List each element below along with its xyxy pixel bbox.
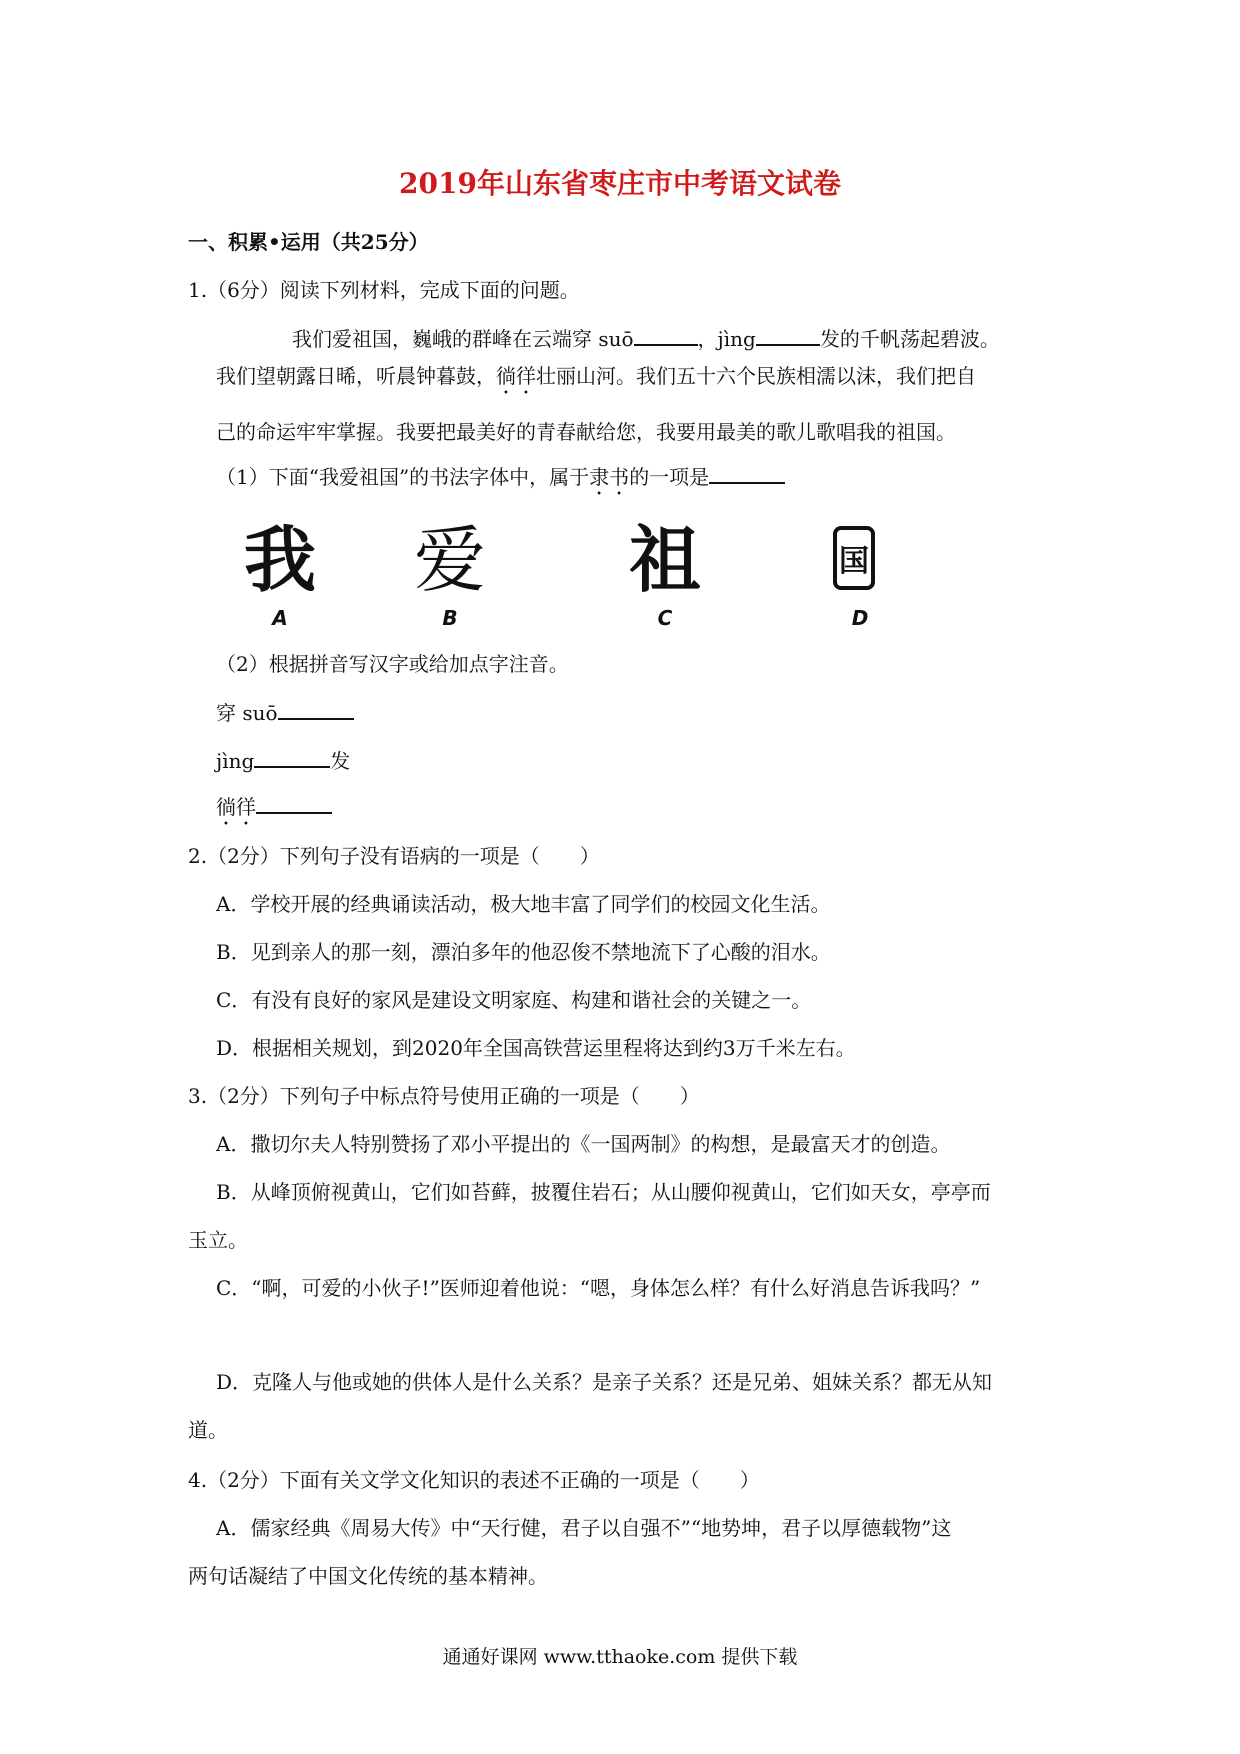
answer-blank[interactable] xyxy=(709,462,785,484)
calligraphy-char: 祖 xyxy=(628,517,701,602)
q4-option-a: A．儒家经典《周易大传》中“天行健，君子以自强不”“地势坤，君子以厚德载物”这 xyxy=(216,1516,952,1540)
option-label: A xyxy=(272,606,288,630)
q1-sub1 xyxy=(216,462,785,500)
calligraphy-options xyxy=(225,517,925,630)
sub-item-text: jìng xyxy=(216,749,255,773)
calligraphy-option-d xyxy=(805,520,915,630)
q1-sub2-item3 xyxy=(216,792,332,830)
dotted-word: 徜徉 xyxy=(496,364,536,388)
passage-text: 我们望朝露日晞，听晨钟暮鼓， xyxy=(216,364,496,388)
sub-item-text: 穿 suō xyxy=(216,701,278,725)
page-footer: 通通好课网 www.tthaoke.com 提供下载 xyxy=(442,1646,798,1668)
calligraphy-char: 爱 xyxy=(413,518,486,602)
q3-stem: 3.（2分）下列句子中标点符号使用正确的一项是（ ） xyxy=(188,1084,700,1108)
exam-title: 2019年山东省枣庄市中考语文试卷 xyxy=(399,167,841,200)
section-heading: 一、积累•运用（共25分） xyxy=(188,230,429,254)
dotted-word: 徜徉 xyxy=(216,795,256,819)
dotted-word: 隶书 xyxy=(589,465,630,489)
q3-option-c: C．“啊，可爱的小伙子!”医师迎着他说：“嗯，身体怎么样？有什么好消息告诉我吗？” xyxy=(216,1276,981,1300)
q3-option-d: D．克隆人与他或她的供体人是什么关系？是亲子关系？还是兄弟、姐妹关系？都无从知 xyxy=(216,1370,993,1394)
q1-passage-line3: 己的命运牢牢掌握。我要把最美好的青春献给您，我要用最美的歌儿歌唱我的祖国。 xyxy=(216,420,956,444)
q1-sub2-stem: （2）根据拼音写汉字或给加点字注音。 xyxy=(216,652,569,676)
answer-blank[interactable] xyxy=(756,324,820,346)
q3-option-a: A．撒切尔夫人特别赞扬了邓小平提出的《一国两制》的构想，是最富天才的创造。 xyxy=(216,1132,951,1156)
q4-option-a-cont: 两句话凝结了中国文化传统的基本精神。 xyxy=(188,1564,548,1588)
passage-text: 发的千帆荡起碧波。 xyxy=(819,327,1000,351)
answer-blank[interactable] xyxy=(634,324,698,346)
q2-option-a: A．学校开展的经典诵读活动，极大地丰富了同学们的校园文化生活。 xyxy=(216,892,831,916)
q2-option-d: D．根据相关规划，到2020年全国高铁营运里程将达到约3万千米左右。 xyxy=(216,1036,856,1060)
passage-text: 我们爱祖国，巍峨的群峰在云端穿 suō xyxy=(292,327,634,351)
answer-blank[interactable] xyxy=(278,698,354,720)
sub-question-text: （1）下面“我爱祖国”的书法字体中，属于 xyxy=(216,465,590,489)
option-label: D xyxy=(851,606,869,630)
calligraphy-char: 我 xyxy=(243,517,316,602)
sub-item-text: 发 xyxy=(330,749,351,773)
q1-passage-line1 xyxy=(292,324,1000,353)
sub-question-text: 的一项是 xyxy=(629,465,710,489)
q2-option-c: C．有没有良好的家风是建设文明家庭、构建和谐社会的关键之一。 xyxy=(216,988,812,1012)
q2-stem: 2.（2分）下列句子没有语病的一项是（ ） xyxy=(188,844,600,868)
q1-sub2-item1 xyxy=(216,698,354,727)
calligraphy-option-a xyxy=(225,517,335,630)
q4-stem: 4.（2分）下面有关文学文化知识的表述不正确的一项是（ ） xyxy=(188,1468,760,1492)
q1-stem: 1.（6分）阅读下列材料，完成下面的问题。 xyxy=(188,278,580,302)
answer-blank[interactable] xyxy=(256,792,332,814)
option-label: C xyxy=(657,606,673,630)
passage-text: 壮丽山河。我们五十六个民族相濡以沫，我们把自 xyxy=(536,364,976,388)
q1-passage-line2 xyxy=(216,362,976,399)
q3-option-b-cont: 玉立。 xyxy=(188,1228,248,1252)
option-label: B xyxy=(442,606,458,630)
q3-option-d-cont: 道。 xyxy=(188,1418,228,1442)
passage-text: ，jìng xyxy=(697,327,756,351)
q2-option-b: B．见到亲人的那一刻，漂泊多年的他忍俊不禁地流下了心酸的泪水。 xyxy=(216,940,831,964)
calligraphy-option-c xyxy=(610,517,720,630)
calligraphy-char: 国 xyxy=(833,526,875,590)
q3-option-b: B．从峰顶俯视黄山，它们如苔藓，披覆住岩石；从山腰仰视黄山，它们如天女，亭亭而 xyxy=(216,1180,991,1204)
q1-sub2-item2 xyxy=(216,746,350,775)
calligraphy-option-b xyxy=(395,520,505,630)
answer-blank[interactable] xyxy=(254,746,330,768)
